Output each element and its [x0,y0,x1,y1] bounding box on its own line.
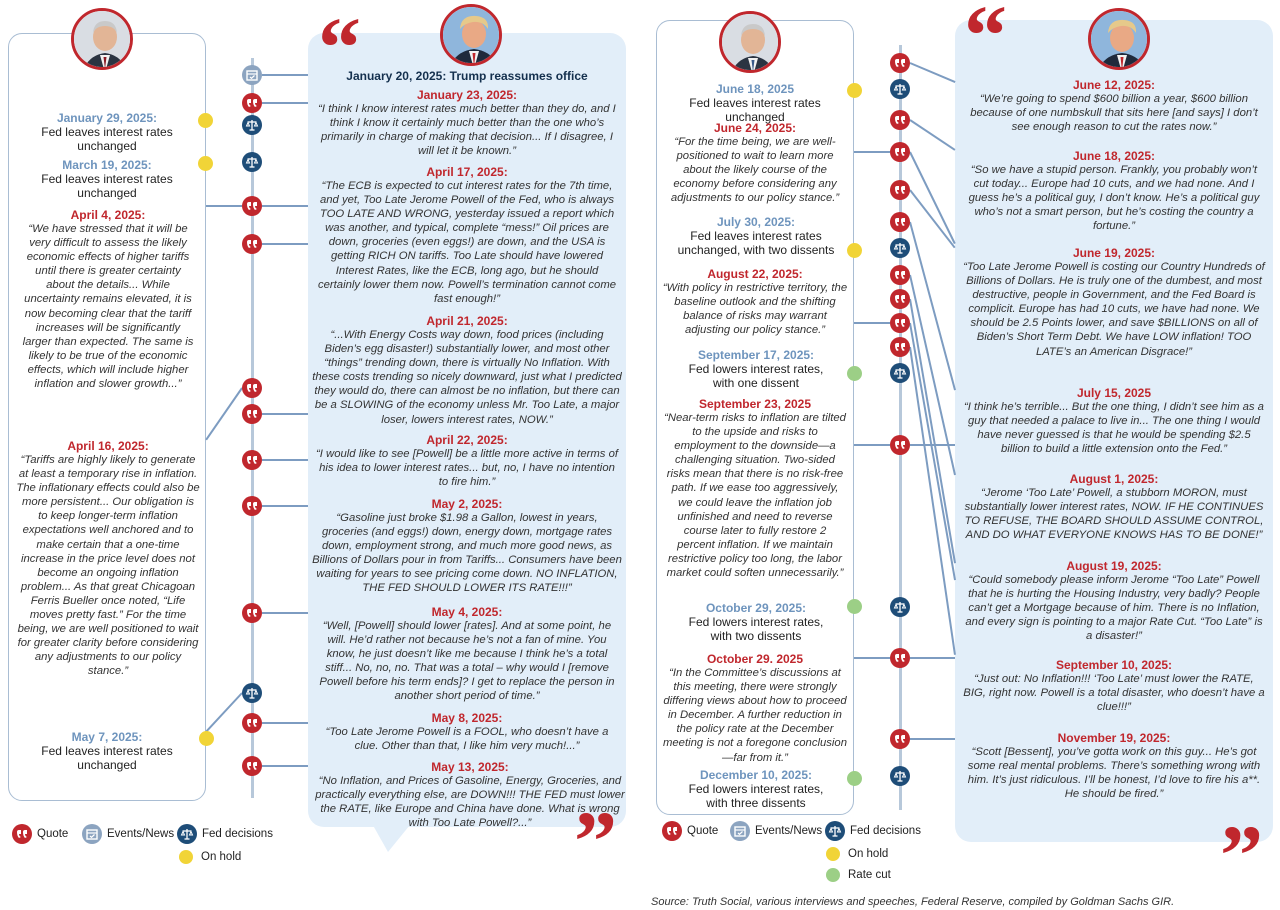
connector-line [910,738,955,740]
connector-line [203,692,242,734]
right-trump-entry-1 [962,78,1266,134]
open-quote-mark-left: “ [318,0,361,95]
fed-date: May 7, 2025: [71,730,143,744]
legend-events-right [730,821,822,841]
trump-date: January 23, 2025: [416,88,518,102]
trump-date: July 15, 2025 [1076,386,1152,400]
left-fed-entry-3 [22,208,194,391]
right-fed-entry-3 [658,215,854,257]
calendar-icon [82,824,102,844]
trump-quote-text: “I think he’s terrible... But the one thing, I didn’t see him as a guy that needed a palace to live in... The one thing I would have never guessed is that he would be spending $2.5 billion to build a little extension onto the Fed.” [964,401,1264,456]
fed-date: April 16, 2025: [67,439,149,453]
fed-date: October 29. 2025 [706,652,804,666]
connector-line [910,657,955,659]
legend-label: Quote [37,828,69,840]
close-quote-mark-left: ” [574,793,617,889]
legend-hold-right [826,847,888,861]
connector-line [909,299,956,563]
trump-quote-text: “Jerome ‘Too Late’ Powell, a stubborn MORON, must substantially lower interest rates, NOW. IF HE CONTINUES TO REFUSE, THE BOARD SHOULD ASSUME CONTROL, AND DO WHAT EVERYONE KNOWS HAS TO BE DONE!” [964,487,1264,542]
left-trump-entry-4 [312,314,622,427]
quote-icon [890,180,910,200]
quote-icon [242,756,262,776]
fed-date: September 23, 2025 [698,397,812,411]
connector-line [262,74,308,76]
on-hold-dot [847,243,862,258]
connector-line [262,243,308,245]
quote-icon [242,496,262,516]
right-fed-entry-6 [664,397,846,580]
connector-line [262,612,308,614]
right-fed-entry-4 [660,267,850,337]
connector-line [854,657,890,659]
powell-avatar-left [71,8,133,70]
fed-decision-text: Fed leaves interest rates unchanged [689,96,821,124]
quote-icon [890,648,910,668]
left-trump-entry-2 [316,88,618,158]
left-trump-entry-9 [310,760,630,830]
legend-quote-left [12,824,68,844]
quote-icon [662,821,682,841]
fed-quote-text: “Near-term risks to inflation are tilted to the upside and risks to employment to the downside—a challenging situation. Two-sided risks mean that there is no risk-free path. If we ease too aggressively, we could leave the inflation job unfinished and need to reverse course later to fully restore 2 percent inflation. If we maintain restrictive policy too long, the labor market could soften unnecessarily.” [664,412,846,580]
cut-dot-icon [826,868,840,882]
fed-decision-text: Fed lowers interest rates, with one dissent [688,362,824,390]
right-trump-entry-4 [962,386,1266,456]
fed-decision-text: Fed leaves interest rates unchanged [41,172,173,200]
quote-icon [242,196,262,216]
rate-cut-dot [847,599,862,614]
fed-quote-text: “We have stressed that it will be very difficult to assess the likely economic effects of higher tariffs until there is greater certainty about the details... While uncertainty remains elevated, it is now becoming clear that the tariff increases will be significantly larger than expected. The same is likely to be true of the economic effects, which will include higher inflation and slower growth...” [22,223,194,391]
connector-line [262,459,308,461]
quote-icon [890,289,910,309]
connector-line [854,322,890,324]
trump-date: May 8, 2025: [431,711,503,725]
fed-decision-text: Fed leaves interest rates unchanged [41,744,173,772]
quote-icon [890,435,910,455]
calendar-icon [730,821,750,841]
scales-icon [890,597,910,617]
trump-date: September 10, 2025: [1055,658,1173,672]
quote-icon [242,603,262,623]
quote-icon [12,824,32,844]
on-hold-dot [847,83,862,98]
trump-quote-text: “...With Energy Costs way down, food prices (including Biden’s egg disaster!) substantially lower, and most other “things” trending down, there is virtually No Inflation. With these costs trending so nicely downward, just what I predicted they would do, there can almost be no inflation, but there can be a SLOWING of the economy unless Mr. Too Late, a major loser, lowers interest rates, NOW.” [312,329,622,426]
connector-line [262,765,308,767]
connector-line [854,151,890,153]
trump-quote-text: “Too Late Jerome Powell is a FOOL, who doesn’t have a clue. Other than that, I like him very much!...” [325,726,609,753]
connector-line [262,505,308,507]
trump-date: April 22, 2025: [426,433,508,447]
quote-icon [242,234,262,254]
left-trump-entry-8 [316,711,618,753]
trump-quote-text: “I think I know interest rates much better than they do, and I think I know it certainly much better than the one who’s primarily in charge of making that decision... If I disagree, I will let it be known.” [318,103,616,158]
fed-date: September 17, 2025: [697,348,815,362]
right-fed-entry-2 [662,121,848,205]
quote-icon [890,53,910,73]
source-note: Source: Truth Social, various interviews and speeches, Federal Reserve, compiled by Goldman Sachs GIR. [651,896,1175,908]
hold-dot-icon [179,850,193,864]
left-trump-entry-6 [312,497,622,596]
quote-icon [242,713,262,733]
scales-icon [890,238,910,258]
connector-line [262,205,308,207]
trump-quote-text: “I would like to see [Powell] be a little more active in terms of his idea to lower interest rates... but, no, I have no intention to fire him.” [316,448,619,489]
right-fed-entry-7 [658,601,854,643]
trump-date: August 1, 2025: [1069,472,1159,486]
right-trump-entry-3 [962,246,1266,359]
quote-icon [242,378,262,398]
trump-quote-text: “Well, [Powell] should lower [rates]. And at some point, he will. He’d rather not because he’s not a fan of mine. You know, he just doesn’t like me because I think he’s a total stiff... No, no, no. That was a total – why would I [remove Powell before his term ends]? I get to replace the person in another short period of time.” [319,620,615,703]
left-fed-entry-1 [10,111,204,153]
trump-date: June 12, 2025: [1072,78,1156,92]
close-quote-mark-right: ” [1220,807,1263,903]
trump-quote-text: “The ECB is expected to cut interest rates for the 7th time, and yet, Too Late Jerome Powell of the Fed, who is always TOO LATE AND WRONG, yesterday issued a report which was another, and typical, complete “mess!” Oil prices are down, groceries (even eggs!) are down, and the USA is getting RICH ON tariffs. Too Late should have lowered Interest Rates, like the ECB, long ago, but he should certainly lower them now. Powell’s termination cannot come fast enough!” [317,180,617,305]
fed-date: December 10, 2025: [699,768,813,782]
trump-date: June 19, 2025: [1072,246,1156,260]
fed-quote-text: “With policy in restrictive territory, the baseline outlook and the shifting balance of risks may warrant adjusting our policy stance.” [662,282,848,337]
scales-icon [825,821,845,841]
right-fed-entry-1 [658,82,852,124]
connector-line [909,347,956,655]
legend-hold-left [179,850,241,864]
quote-icon [890,212,910,232]
event-title: January 20, 2025: Trump reassumes office [346,69,588,83]
on-hold-dot [199,731,214,746]
left-trump-entry-7 [314,605,620,704]
trump-quote-text: “We’re going to spend $600 billion a year, $600 billion because of one numbskull that sits here [and says] I don’t see enough reason to cut the rates now.” [970,93,1258,134]
left-fed-entry-2 [10,158,204,200]
fed-date: June 18, 2025 [715,82,795,96]
trump-avatar-right [1088,8,1150,70]
trump-quote-text: “Could somebody please inform Jerome “Too Late” Powell that he is hurting the Housing Industry, very badly? People can’t get a Mortgage because of him. There is no Inflation, and every sign is pointing to a major Rate Cut. “Too Late” is a disaster!” [965,574,1263,643]
trump-date: April 17, 2025: [426,165,508,179]
trump-date: November 19, 2025: [1057,731,1171,745]
fed-decision-text: Fed lowers interest rates, with three dissents [688,782,824,810]
scales-icon [242,115,262,135]
connector-line [262,722,308,724]
trump-date: May 4, 2025: [431,605,503,619]
scales-icon [890,79,910,99]
scales-icon [242,683,262,703]
quote-icon [890,265,910,285]
trump-quote-text: “No Inflation, and Prices of Gasoline, Energy, Groceries, and practically everything else, are DOWN!!! THE FED must lower the RATE, like Europe and China have done. What is wrong with Too Late Powell?...” [315,775,625,830]
left-trump-entry-5 [316,433,618,489]
trump-quote-text: “Too Late Jerome Powell is costing our Country Hundreds of Billions of Dollars. He is truly one of the dumbest, and most destructive, people in Government, and the Fed Board is complicit. Europe has had 10 cuts, we have had none. We should be 2.5 Points lower, and save $BILLIONS on all of Biden’s Short Term Debt. We have LOW inflation! TOO LATE’s an American Disgrace!” [963,261,1265,358]
fed-date: April 4, 2025: [70,208,146,222]
connector-line [854,444,890,446]
connector-line [909,119,955,151]
quote-icon [890,337,910,357]
rate-cut-dot [847,771,862,786]
legend-label: Fed decisions [202,828,273,840]
legend-label: Rate cut [848,869,891,881]
connector-line [206,205,242,207]
connector-line [910,62,956,83]
right-trump-entry-8 [962,731,1266,801]
left-trump-entry-3 [314,165,620,306]
powell-avatar-right [719,11,781,73]
fed-date: October 29, 2025: [705,601,807,615]
right-trump-entry-7 [962,658,1266,714]
fed-date: January 29, 2025: [56,111,158,125]
trump-date: August 19, 2025: [1066,559,1162,573]
on-hold-dot [198,156,213,171]
connector-line [262,413,308,415]
trump-date: May 13, 2025: [431,760,509,774]
right-fed-entry-9 [658,768,854,810]
quote-icon [242,450,262,470]
fed-decision-text: Fed lowers interest rates, with two dissents [688,615,824,643]
legend-label: Events/News [107,828,175,840]
fed-quote-text: “For the time being, we are well-positioned to wait to learn more about the likely course of the economy before considering any adjustments to our policy stance.” [670,136,840,205]
right-fed-entry-8 [662,652,848,765]
connector-line [910,444,955,446]
rate-cut-dot [847,366,862,381]
right-trump-entry-6 [964,559,1264,643]
quote-icon [242,93,262,113]
trump-avatar-left [440,4,502,66]
legend-label: Events/News [755,825,823,837]
legend-label: On hold [201,851,242,863]
left-trump-entry-1 [312,69,622,83]
quote-icon [890,110,910,130]
quote-icon [890,142,910,162]
trump-date: June 18, 2025: [1072,149,1156,163]
fed-date: March 19, 2025: [62,158,152,172]
trump-date: May 2, 2025: [431,497,503,511]
legend-events-left [82,824,174,844]
fed-date: August 22, 2025: [707,267,803,281]
scales-icon [890,363,910,383]
legend-label: On hold [848,848,889,860]
fed-quote-text: “In the Committee’s discussions at this meeting, there were strongly differing views about how to proceed in December. A further reduction in the policy rate at the December meeting is not a foregone conclusion—far from it.” [662,667,847,764]
quote-icon [890,729,910,749]
right-trump-entry-5 [958,472,1270,542]
open-quote-mark-right: “ [964,0,1007,83]
right-fed-entry-5 [658,348,854,390]
legend-label: Quote [687,825,719,837]
fed-date: June 24, 2025: [713,121,797,135]
fed-quote-text: “Tariffs are highly likely to generate at least a temporary rise in inflation. The inflationary effects could also be more persistent... Our obligation is to keep longer-term inflation expectations well anchored and to make certain that a one-time increase in the price level does not become an ongoing inflation problem... As that great Chicagoan Ferris Bueller once noted, “Life moves pretty fast.” For the time being, we are well positioned to wait for greater clarity before considering any adjustments to our policy stance.” [16,454,200,678]
quote-icon [890,313,910,333]
scales-icon [177,824,197,844]
trump-quote-text: “So we have a stupid person. Frankly, you probably won’t cut today... Europe had 10 cuts, and we had none. And I guess he’s a political guy, I don’t know. He’s a political guy who’s not a smart person, but he’s costing the country a fortune.” [968,164,1260,233]
quote-icon [242,404,262,424]
legend-quote-right [662,821,718,841]
left-fed-entry-4 [16,439,200,679]
connector-line [205,387,243,440]
right-trump-entry-2 [964,149,1264,233]
legend-fed-left [177,824,273,844]
legend-label: Fed decisions [850,825,921,837]
fed-decision-text: Fed leaves interest rates unchanged [41,125,173,153]
trump-quote-text: “Scott [Bessent], you’ve gotta work on this guy... He’s got some real mental problems. There’s something wrong with him. It’s just ridiculous. I’ll be honest, I’d love to fire his a**. He should be fired.” [967,746,1261,801]
calendar-icon [242,65,262,85]
scales-icon [890,766,910,786]
trump-quote-text: “Gasoline just broke $1.98 a Gallon, lowest in years, groceries (and eggs!) down, energy down, mortgage rates down, employment strong, and much more good news, as Billions of Dollars pour in from Tariffs... Consumers have been waiting for years to see pricing come down. NO INFLATION, THE FED SHOULD LOWER ITS RATE!!!” [312,512,622,595]
on-hold-dot [198,113,213,128]
scales-icon [242,152,262,172]
connector-line [262,102,308,104]
fed-decision-text: Fed leaves interest rates unchanged, with two dissents [677,229,835,257]
hold-dot-icon [826,847,840,861]
trump-date: April 21, 2025: [426,314,508,328]
legend-fed-right [825,821,921,841]
fed-date: July 30, 2025: [716,215,796,229]
trump-quote-text: “Just out: No Inflation!!! ‘Too Late’ must lower the RATE, BIG, right now. Powell is a total disaster, who doesn’t have a clue!!!” [963,673,1265,714]
left-fed-entry-5 [10,730,204,772]
legend-cut-right [826,868,891,882]
